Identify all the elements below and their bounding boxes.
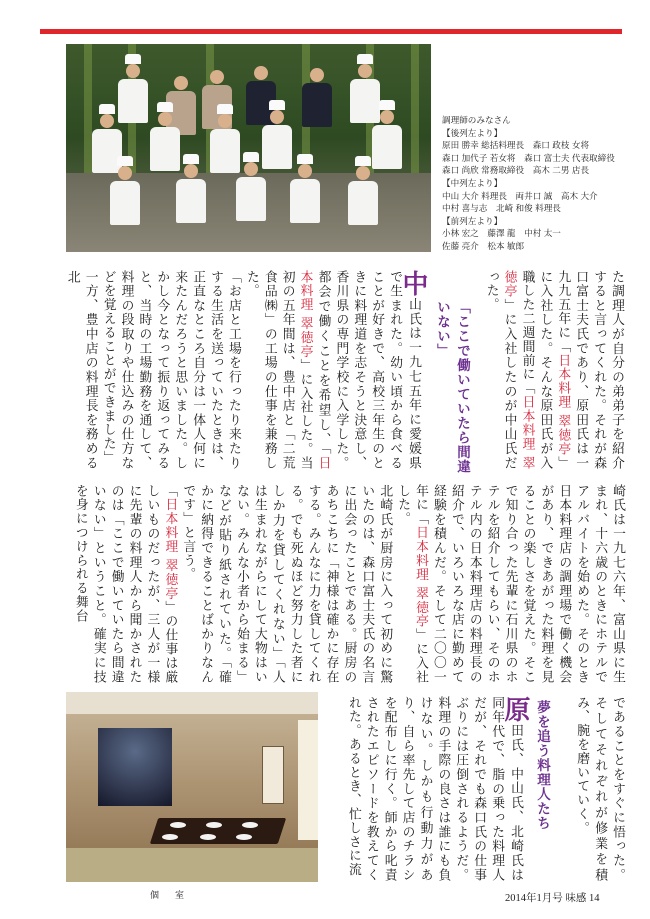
- paragraph: た調理人が自分の弟弟子を紹介すると言ってくれた。それが森口富士夫氏であり、原田氏は一九九五年に「日本料理 翠徳亭」に入社した。そんな原田氏が入職した二週間前に「日本料理 翠徳亭」に入社したのが中山氏だった。: [483, 270, 624, 470]
- page-footer: 2014年1月号 味感 14: [505, 893, 600, 904]
- chef-figure: [118, 54, 148, 123]
- director-figure: [302, 58, 332, 127]
- photo-caption: [442, 114, 642, 253]
- chefs-group-photo: [66, 44, 431, 252]
- paragraph: 「日本料理 翠徳亭」の仕事は厳しいものだったが、三人が一様に先輩の料理人から聞かされたのは「ここで働いていたら間違いない」ということ。確実に技を身につけられる舞台: [72, 484, 178, 684]
- drop-cap: 原: [500, 696, 530, 724]
- restaurant-name: 日本料理 翠徳亭: [413, 525, 429, 629]
- caption-line: 原田 勝幸 総括料理長 森口 政枝 女将: [442, 140, 590, 151]
- chef-figure: [176, 154, 206, 223]
- caption-line: 森口 加代子 若女将 森口 富士夫 代表取締役: [442, 152, 615, 163]
- chef-figure: [262, 100, 292, 169]
- top-red-rule: [40, 29, 622, 34]
- paragraph: 一方、豊中店の料理長を務める北: [64, 270, 98, 470]
- caption-line: 佐藤 亮介 松本 敏郎: [442, 240, 525, 251]
- article-column-2: [64, 270, 428, 470]
- chef-figure: [236, 152, 266, 221]
- restaurant-name: 日本料理 翠徳亭: [297, 270, 331, 470]
- caption-line: 【中列左より】: [442, 177, 503, 188]
- restaurant-name: 日本料理 翠徳亭: [162, 497, 178, 601]
- caption-line: 小林 宏之 藤澤 龍 中村 太一: [442, 228, 561, 239]
- article-column-3: [66, 484, 626, 684]
- caption-line: 【前列左より】: [442, 215, 503, 226]
- private-room-photo: [66, 692, 318, 882]
- caption-line: 【後列左より】: [442, 127, 503, 138]
- article-column-1: [475, 270, 625, 470]
- chef-figure: [290, 154, 320, 223]
- paragraph: 「お店と工場を行ったり来たりする生活を送っていたときは、正直なところ自分は一体人何に来たんだろうと思いました。しかし今となって振り返ってみると、当時の工場勤務を通して、料理の段取りや仕込みの仕方などを覚えることができました」: [100, 270, 241, 470]
- caption-title: 調理師のみなさん: [442, 115, 511, 125]
- chef-figure: [348, 156, 378, 225]
- caption-line: 中村 喜与志 北崎 和俊 料理長: [442, 203, 561, 214]
- article-column-5: [328, 696, 530, 882]
- room-photo-label: 個室: [150, 890, 201, 900]
- caption-line: 中山 大介 料理長 両井口 誠 高木 大介: [442, 190, 598, 201]
- paragraph: 北崎氏が厨房に入って初めに驚いたのは、森口富士夫氏の名言に出会ったことである。厨房のあちこちに「神様は確かに存在する。みんなに力を貸してくれる。でも死ぬほど努力した者にしか力を貸してくれない」「人は生まれながらにして大物はいない。みんな小者から始まる」などが貼り紙されていた。「確かに納得できることばかりなんです」と言う。: [180, 484, 393, 684]
- article-column-4: [572, 696, 626, 882]
- paragraph: 中山氏は一九七五年に愛媛県で生まれた。幼い頃から食べることが好きで、高校三年生のときに料理道を志そうと決意し、香川県の専門学校に入学した。都会で働くことを希望し、「日本料理 翠徳亭」に入社した。当初の五年間は、豊中店と「二荒食品㈱」の工場の仕事を兼務した。: [243, 270, 428, 470]
- restaurant-name: 日本料理 翠徳亭: [501, 270, 535, 470]
- section-heading: 夢を追う料理人たち: [534, 700, 550, 831]
- section-heading: 「ここで働いていたら間違いない」: [434, 300, 470, 474]
- paragraph: 崎氏は一九七六年、富山県に生まれ、十六歳のときにホテルでアルバイトを始めた。そのとき日本料理店の調理場で働く機会があり、できあがった料理を見ることの楽しさを覚えた。そこで知り合った先輩に石川県のホテルを紹介してもらい、そのホテル内の日本料理店の料理長の紹介で、いろいろな店に勤めて経験を積んだ。そして二〇〇一年に「日本料理 翠徳亭」に入社した。: [395, 484, 625, 684]
- paragraph: であることをすぐに悟った。そしてそれぞれが修業を積み、腕を磨いていく。: [574, 696, 625, 882]
- caption-line: 森口 尚欣 常務取締役 高木 二男 店長: [442, 165, 590, 176]
- paragraph: 原田氏、中山氏、北崎氏は同年代で、脂の乗った料理人だが、それでも森口氏の仕事ぶりには圧倒されるようだ。料理の手際の良さは誰にも負けない。しかも行動力があり、自ら率先して店のチラシを配布しに行く。師から叱責されたエピソードを教えてくれた。あるとき、忙しさに流: [345, 696, 530, 882]
- chef-figure: [110, 156, 140, 225]
- restaurant-name: 日本料理 翠徳亭: [555, 353, 571, 457]
- drop-cap: 中: [398, 270, 428, 298]
